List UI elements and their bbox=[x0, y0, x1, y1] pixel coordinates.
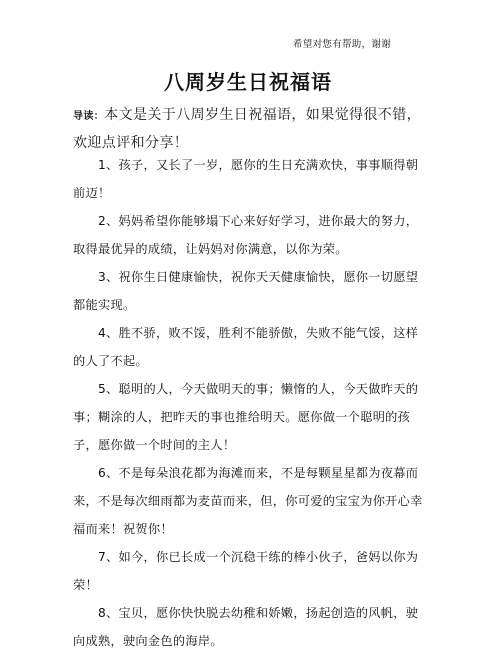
wishes-list bbox=[73, 151, 429, 655]
document-title: 八周岁生日祝福语 bbox=[164, 70, 332, 94]
intro-paragraph bbox=[73, 102, 429, 157]
list-item: 3、祝你生日健康愉快，祝你天天健康愉快，愿你一切愿望都能实现。 bbox=[73, 270, 419, 312]
list-item: 6、不是每朵浪花都为海滩而来，不是每颗星星都为夜幕而来，不是每次细雨都为麦苗而来，但，你可爱的宝宝为你开心幸福而来！祝贺你！ bbox=[73, 466, 423, 536]
list-item: 2、妈妈希望你能够塌下心来好好学习，进你最大的努力，取得最优异的成绩，让妈妈对你满意，以你为荣。 bbox=[73, 214, 419, 256]
header-note: 希望对您有帮助，谢谢 bbox=[293, 39, 392, 50]
list-item: 4、胜不骄，败不馁，胜利不能骄傲，失败不能气馁，这样的人了不起。 bbox=[73, 326, 419, 368]
list-item: 5、聪明的人，今天做明天的事；懒惰的人，今天做昨天的事；糊涂的人，把昨天的事也推给明天。愿你做一个聪明的孩子，愿你做一个时间的主人！ bbox=[73, 382, 419, 452]
list-item: 8、宝贝，愿你快快脱去幼稚和娇嫩，扬起创造的风帆，驶向成熟，驶向金色的海岸。 bbox=[73, 606, 419, 648]
list-item: 1、孩子，又长了一岁，愿你的生日充满欢快，事事顺得朝前迈！ bbox=[73, 158, 419, 200]
intro-lead: 导读： bbox=[73, 111, 105, 122]
list-item: 7、如今，你已长成一个沉稳干练的棒小伙子，爸妈以你为荣！ bbox=[73, 550, 419, 592]
intro-text: 本文是关于八周岁生日祝福语，如果觉得很不错，欢迎点评和分享！ bbox=[73, 107, 422, 151]
